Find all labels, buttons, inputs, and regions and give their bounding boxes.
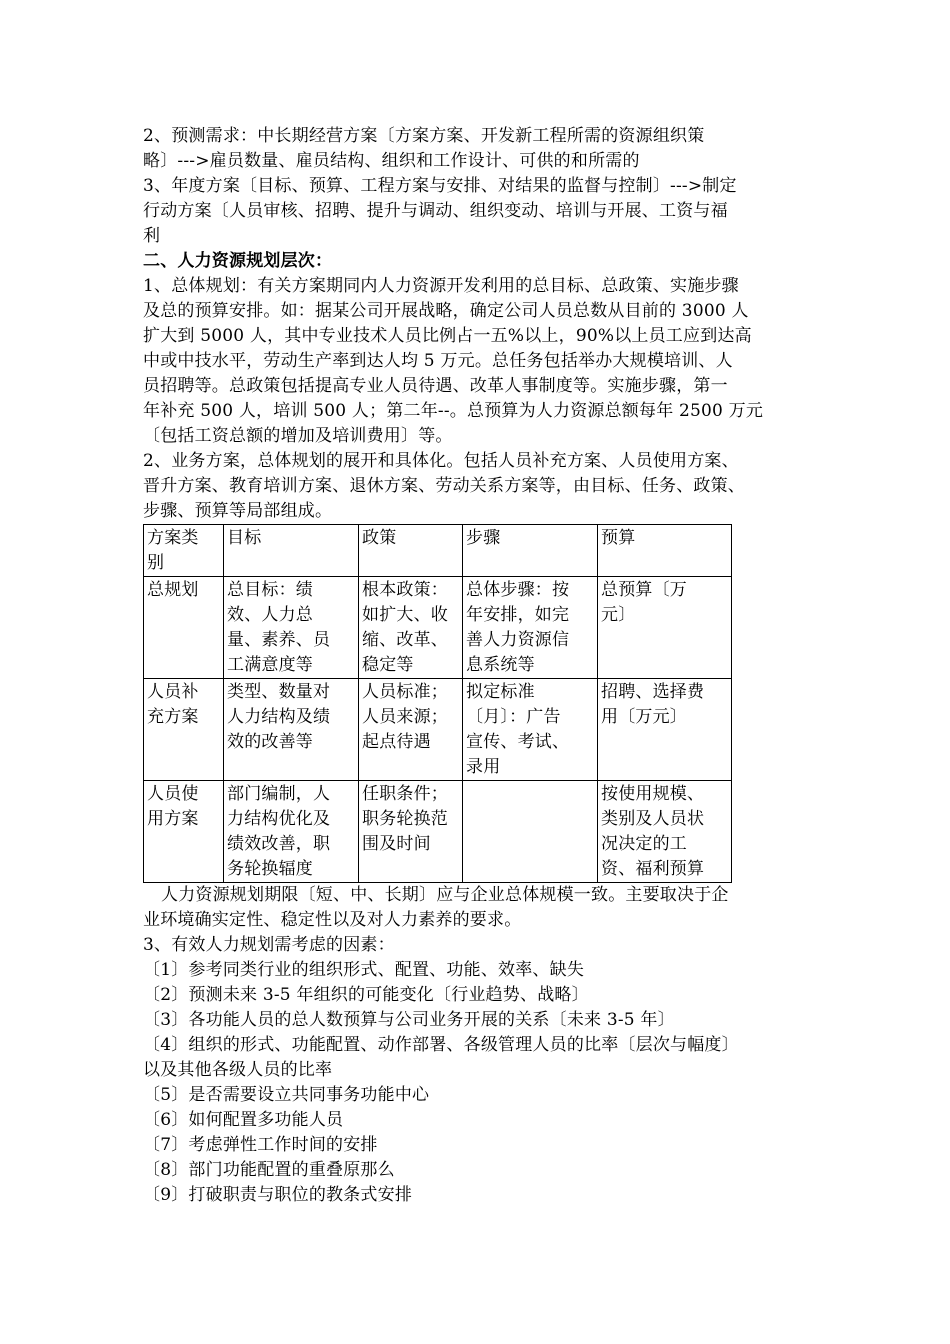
cell-line: 方案类 (147, 528, 199, 548)
list-item: 〔6〕如何配置多功能人员 (143, 1110, 344, 1130)
cell-line: 总体步骤：按 (466, 580, 570, 600)
table-header-cell (224, 525, 359, 577)
list-item: 〔3〕各功能人员的总人数预算与公司业务开展的关系〔未来 3-5 年〕 (143, 1010, 675, 1030)
table-cell (463, 577, 598, 679)
table-cell (598, 577, 732, 679)
table-header-cell (144, 525, 224, 577)
document-page (143, 124, 813, 1208)
cell-line: 根本政策： (362, 580, 448, 600)
cell-line: 绩效改善，职 (227, 834, 331, 854)
cell-line: 总预算〔万 (601, 580, 687, 600)
text-line: 行动方案〔人员审核、招聘、提升与调动、组织变动、培训与开展、工资与福 (143, 201, 728, 221)
cell-line: 缩、改革、 (362, 630, 448, 650)
cell-line: 息系统等 (466, 655, 535, 675)
cell-line: 〔月〕：广告 (466, 707, 561, 727)
list-item: 〔8〕部门功能配置的重叠原那么 (143, 1160, 395, 1180)
text-line: 2、业务方案，总体规划的展开和具体化。包括人员补充方案、人员使用方案、 (143, 451, 739, 471)
table-cell (598, 781, 732, 883)
cell-line: 务轮换辐度 (227, 859, 313, 879)
text-line: 年补充 500 人，培训 500 人；第二年--。总预算为人力资源总额每年 2500 万元 (143, 401, 764, 421)
cell-line: 元〕 (601, 605, 636, 625)
factors-list (143, 958, 813, 1208)
text-line: 略〕--->雇员数量、雇员结构、组织和工作设计、可供的和所需的 (143, 151, 640, 171)
cell-line: 况决定的工 (601, 834, 687, 854)
table-cell (144, 577, 224, 679)
text-line: 员招聘等。总政策包括提高专业人员待遇、改革人事制度等。实施步骤，第一 (143, 376, 728, 396)
table-cell (224, 781, 359, 883)
text-line: 〔包括工资总额的增加及培训费用〕等。 (143, 426, 453, 446)
list-item: 〔9〕打破职责与职位的教条式安排 (143, 1185, 413, 1205)
plan-table (143, 524, 732, 883)
text-line: 扩大到 5000 人，其中专业技术人员比例占一五%以上，90%以上员工应到达高 (143, 326, 752, 346)
factors-heading: 3、有效人力规划需考虑的因素： (143, 935, 395, 955)
period-paragraph (143, 883, 813, 933)
table-cell (144, 781, 224, 883)
cell-line: 资、福利预算 (601, 859, 705, 879)
text-line: 业环境确实定性、稳定性以及对人力素养的要求。 (143, 910, 522, 930)
cell-line: 充方案 (147, 707, 199, 727)
table-header-cell (463, 525, 598, 577)
list-item: 以及其他各级人员的比率 (143, 1060, 333, 1080)
cell-line: 职务轮换范 (362, 809, 448, 829)
cell-line: 用方案 (147, 809, 199, 829)
cell-line: 人员来源； (362, 707, 448, 727)
section-heading: 二、人力资源规划层次： (143, 251, 333, 271)
cell-line: 量、素养、员 (227, 630, 331, 650)
cell-line: 用〔万元〕 (601, 707, 687, 727)
text-line: 人力资源规划期限〔短、中、长期〕应与企业总体规模一致。主要取决于企 (161, 885, 729, 905)
cell-line: 人力结构及绩 (227, 707, 331, 727)
text-line: 2、预测需求：中长期经营方案〔方案方案、开发新工程所需的资源组织策 (143, 126, 705, 146)
cell-line: 宣传、考试、 (466, 732, 570, 752)
cell-line: 年安排，如完 (466, 605, 570, 625)
cell-line: 效、人力总 (227, 605, 313, 625)
overall-plan-paragraph (143, 274, 813, 449)
table-cell (224, 577, 359, 679)
cell-line: 别 (147, 553, 165, 573)
table-header-cell (359, 525, 463, 577)
cell-line: 人员使 (147, 784, 199, 804)
cell-line: 善人力资源信 (466, 630, 570, 650)
text-line: 1、总体规划：有关方案期同内人力资源开发利用的总目标、总政策、实施步骤 (143, 276, 739, 296)
cell-line: 力结构优化及 (227, 809, 331, 829)
cell-line: 按使用规模、 (601, 784, 705, 804)
cell-line: 如扩大、收 (362, 605, 448, 625)
table-cell (463, 679, 598, 781)
text-line: 步骤、预算等局部组成。 (143, 501, 333, 521)
list-item: 〔1〕参考同类行业的组织形式、配置、功能、效率、缺失 (143, 960, 585, 980)
cell-line: 人员补 (147, 682, 199, 702)
table-row (144, 577, 732, 679)
list-item: 〔7〕考虑弹性工作时间的安排 (143, 1135, 378, 1155)
cell-line: 录用 (466, 757, 501, 777)
cell-line: 招聘、选择费 (601, 682, 705, 702)
cell-line: 起点待遇 (362, 732, 431, 752)
table-row (144, 781, 732, 883)
table-cell (224, 679, 359, 781)
table-row (144, 679, 732, 781)
text-line: 晋升方案、教育培训方案、退休方案、劳动关系方案等，由目标、任务、政策、 (143, 476, 745, 496)
cell-line: 工满意度等 (227, 655, 313, 675)
table-cell-empty (463, 781, 598, 883)
table-cell (598, 679, 732, 781)
cell-line: 围及时间 (362, 834, 431, 854)
list-item: 〔2〕预测未来 3-5 年组织的可能变化〔行业趋势、战略〕 (143, 985, 589, 1005)
cell-line: 人员标准； (362, 682, 448, 702)
cell-line: 目标 (227, 528, 262, 548)
cell-line: 部门编制，人 (227, 784, 331, 804)
cell-line: 总目标：绩 (227, 580, 313, 600)
intro-paragraph (143, 124, 813, 249)
table-header-cell (598, 525, 732, 577)
table-cell (359, 781, 463, 883)
cell-line: 政策 (362, 528, 397, 548)
cell-line: 步骤 (466, 528, 501, 548)
cell-line: 效的改善等 (227, 732, 313, 752)
list-item: 〔5〕是否需要设立共同事务功能中心 (143, 1085, 430, 1105)
list-item: 〔4〕组织的形式、功能配置、动作部署、各级管理人员的比率〔层次与幅度〕 (143, 1035, 739, 1055)
cell-line: 拟定标准 (466, 682, 535, 702)
cell-line: 稳定等 (362, 655, 414, 675)
table-header-row (144, 525, 732, 577)
text-line: 3、年度方案〔目标、预算、工程方案与安排、对结果的监督与控制〕--->制定 (143, 176, 737, 196)
text-line: 及总的预算安排。如：据某公司开展战略，确定公司人员总数从目前的 3000 人 (143, 301, 749, 321)
text-line: 利 (143, 226, 161, 246)
text-line: 中或中技水平，劳动生产率到达人均 5 万元。总任务包括举办大规模培训、人 (143, 351, 733, 371)
cell-line: 任职条件； (362, 784, 448, 804)
cell-line: 预算 (601, 528, 636, 548)
table-cell (359, 577, 463, 679)
cell-line: 类别及人员状 (601, 809, 705, 829)
table-cell (359, 679, 463, 781)
cell-line: 总规划 (147, 580, 199, 600)
table-cell (144, 679, 224, 781)
cell-line: 类型、数量对 (227, 682, 331, 702)
business-plan-paragraph (143, 449, 813, 524)
